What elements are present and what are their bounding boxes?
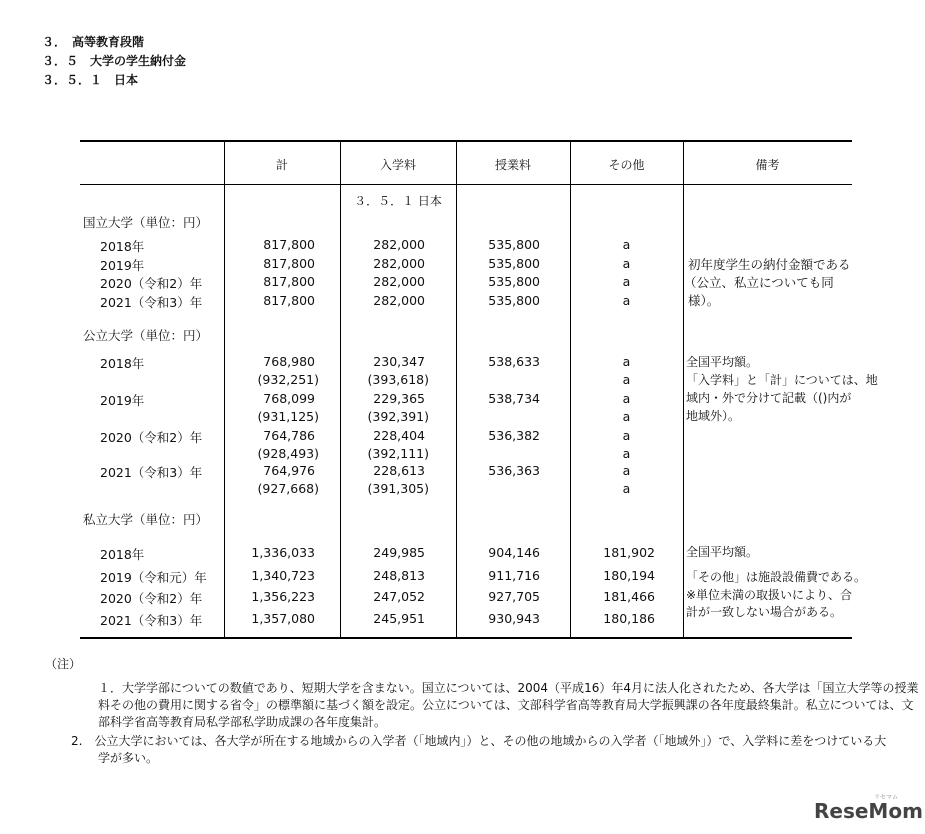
cell-other: a	[622, 354, 631, 369]
cell-total-outside: (931,125)	[257, 409, 319, 424]
cell-other: 181,466	[603, 589, 655, 604]
cell-admission: 247,052	[373, 589, 425, 604]
cell-total: 1,336,033	[251, 545, 315, 560]
cell-other: a	[622, 391, 631, 406]
cell-other: 181,902	[603, 545, 655, 560]
cell-tuition: 904,146	[488, 545, 540, 560]
section-title: ３．５．１ 日本	[354, 194, 442, 208]
cell-tuition: 536,382	[488, 428, 540, 443]
row-year: 2018年	[100, 239, 145, 254]
cell-admission: 282,000	[373, 274, 425, 289]
cell-total: 764,786	[263, 428, 315, 443]
cell-total: 768,099	[263, 391, 315, 406]
cell-admission: 229,365	[373, 391, 425, 406]
note-line: 部科学省高等教育局私学部私学助成課の各年度集計。	[98, 715, 387, 729]
note-line: 料その他の費用に関する省令」の標準額に基づく額を設定。公立については、文部科学省高等教育局大学振興課の各年度最終集計。私立については、文	[98, 698, 914, 712]
row-year: 2018年	[100, 547, 145, 562]
cell-other: 180,186	[603, 611, 655, 626]
table-top-border	[80, 140, 852, 142]
cell-tuition: 535,800	[488, 293, 540, 308]
row-year: 2020（令和2）年	[100, 591, 203, 606]
cell-other: a	[622, 446, 631, 461]
cell-total: 764,976	[263, 463, 315, 478]
row-year: 2021（令和3）年	[100, 465, 203, 480]
resemom-logo: ReseMom	[814, 799, 923, 823]
notes-label: （注）	[45, 657, 82, 671]
cell-tuition: 536,363	[488, 463, 540, 478]
cell-other: a	[622, 372, 631, 387]
table-bottom-border	[80, 637, 852, 639]
remark-line: ※単位未満の取扱いにより、合	[686, 588, 853, 602]
col-header-other: その他	[608, 158, 645, 172]
cell-other: a	[622, 481, 631, 496]
cell-total: 817,800	[263, 237, 315, 252]
col-divider	[683, 141, 684, 637]
cell-total-outside: (932,251)	[257, 372, 319, 387]
cell-admission: 228,613	[373, 463, 425, 478]
cell-total: 1,356,223	[251, 589, 315, 604]
row-year: 2019（令和元）年	[100, 570, 207, 585]
cell-other: a	[622, 463, 631, 478]
cell-other: a	[622, 428, 631, 443]
col-divider	[456, 141, 457, 637]
cell-other: a	[622, 409, 631, 424]
cell-other: a	[622, 256, 631, 271]
remark-line: （公立、私立についても同	[684, 275, 834, 290]
cell-total: 1,357,080	[251, 611, 315, 626]
cell-admission-outside: (391,305)	[367, 481, 429, 496]
row-year: 2018年	[100, 356, 145, 371]
remark-line: 全国平均額。	[686, 545, 759, 559]
cell-total-outside: (927,668)	[257, 481, 319, 496]
row-year: 2019年	[100, 258, 145, 273]
cell-tuition: 930,943	[488, 611, 540, 626]
cell-admission: 282,000	[373, 293, 425, 308]
cell-other: 180,194	[603, 568, 655, 583]
cell-total-outside: (928,493)	[257, 446, 319, 461]
cell-admission: 282,000	[373, 237, 425, 252]
logo-subtext: リセマム	[874, 794, 898, 801]
cell-admission-outside: (393,618)	[367, 372, 429, 387]
cell-tuition: 538,734	[488, 391, 540, 406]
remark-line: 全国平均額。	[686, 355, 759, 369]
remark-line: 「その他」は施設設備費である。	[686, 570, 867, 584]
cell-admission-outside: (392,111)	[367, 446, 429, 461]
col-divider	[570, 141, 571, 637]
cell-tuition: 538,633	[488, 354, 540, 369]
heading-level3: ３．５．１ 日本	[42, 73, 139, 87]
cell-tuition: 927,705	[488, 589, 540, 604]
remark-line: 域内・外で分けて記載（()内が	[686, 391, 852, 405]
cell-admission: 228,404	[373, 428, 425, 443]
remark-line: 「入学料」と「計」については、地	[686, 373, 878, 387]
note-line: 学が多い。	[98, 751, 159, 765]
cell-other: a	[622, 293, 631, 308]
col-divider	[340, 141, 341, 637]
cell-total: 817,800	[263, 256, 315, 271]
col-header-total: 計	[275, 158, 288, 172]
col-divider	[224, 141, 225, 637]
table-header-border	[80, 184, 852, 185]
cell-total: 768,980	[263, 354, 315, 369]
col-header-remarks: 備考	[755, 158, 780, 172]
cell-admission: 245,951	[373, 611, 425, 626]
cell-other: a	[622, 237, 631, 252]
remark-line: 地域外）。	[686, 409, 741, 423]
cell-admission: 248,813	[373, 568, 425, 583]
group-label-public: 公立大学（単位：円）	[83, 328, 209, 343]
row-year: 2021（令和3）年	[100, 295, 203, 310]
cell-total: 817,800	[263, 274, 315, 289]
group-label-private: 私立大学（単位：円）	[83, 512, 209, 527]
remark-line: 様）。	[688, 293, 720, 308]
cell-tuition: 535,800	[488, 256, 540, 271]
cell-other: a	[622, 274, 631, 289]
cell-admission: 282,000	[373, 256, 425, 271]
note-line: 2. 公立大学においては、各大学が所在する地域からの入学者（「地域内」）と、その他の地域からの入学者（「地域外」）で、入学料に差をつけている大	[71, 734, 887, 748]
cell-admission-outside: (392,391)	[367, 409, 429, 424]
remark-line: 初年度学生の納付金額である	[688, 257, 851, 272]
cell-tuition: 535,800	[488, 237, 540, 252]
cell-total: 817,800	[263, 293, 315, 308]
col-header-tuition: 授業料	[494, 158, 531, 172]
row-year: 2021（令和3）年	[100, 613, 203, 628]
remark-line: 計が一致しない場合がある。	[686, 605, 843, 619]
cell-admission: 249,985	[373, 545, 425, 560]
cell-tuition: 911,716	[488, 568, 540, 583]
group-label-national: 国立大学（単位：円）	[83, 215, 209, 230]
row-year: 2020（令和2）年	[100, 276, 203, 291]
heading-level1: ３． 高等教育段階	[42, 35, 145, 49]
note-line: １．大学学部についての数値であり、短期大学を含まない。国立については、2004（平成16）年4月に法人化されたため、各大学は「国立大学等の授業	[98, 681, 919, 695]
cell-total: 1,340,723	[251, 568, 315, 583]
heading-level2: ３．５ 大学の学生納付金	[42, 54, 187, 68]
cell-admission: 230,347	[373, 354, 425, 369]
row-year: 2019年	[100, 393, 145, 408]
col-header-admission: 入学料	[379, 158, 416, 172]
row-year: 2020（令和2）年	[100, 430, 203, 445]
cell-tuition: 535,800	[488, 274, 540, 289]
